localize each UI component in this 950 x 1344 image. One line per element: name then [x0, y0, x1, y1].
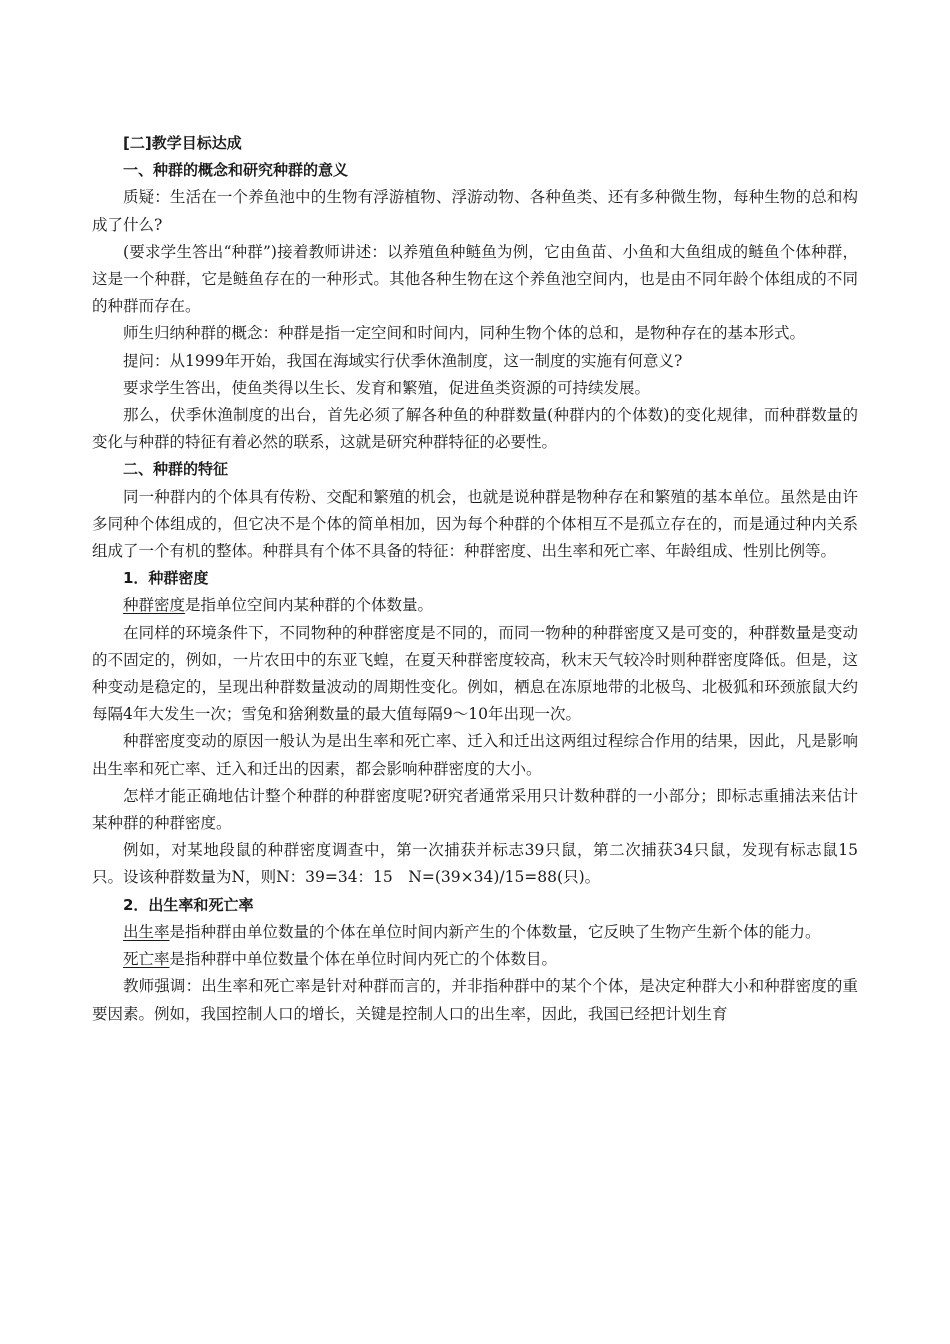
paragraph: 怎样才能正确地估计整个种群的种群密度呢?研究者通常采用只计数种群的一小部分；即标志重捕法来估计某种群的种群密度。: [92, 786, 858, 833]
paragraph: 师生归纳种群的概念：种群是指一定空间和时间内，同种生物个体的总和，是物种存在的基本形式。: [123, 324, 806, 343]
paragraph-definition: [92, 946, 858, 973]
term-death-rate: 死亡率: [123, 950, 170, 969]
paragraph: 教师强调：出生率和死亡率是针对种群而言的，并非指种群中的某个个体，是决定种群大小和种群密度的重要因素。例如，我国控制人口的增长，关键是控制人口的出生率，因此，我国已经把计划生育: [92, 977, 858, 1023]
heading-population-features: 二、种群的特征: [123, 460, 229, 479]
paragraph: 种群密度变动的原因一般认为是出生率和死亡率、迁入和迁出这两组过程综合作用的结果，因此，凡是影响出生率和死亡率、迁入和迁出的因素，都会影响种群密度的大小。: [92, 732, 858, 778]
definition-text: 是指单位空间内某种群的个体数量。: [185, 596, 434, 615]
definition-text: 是指种群由单位数量的个体在单位时间内新产生的个体数量，它反映了生物产生新个体的能力。: [169, 922, 821, 941]
paragraph: 要求学生答出，使鱼类得以生长、发育和繁殖，促进鱼类资源的可持续发展。: [123, 378, 651, 397]
paragraph-definition: [92, 919, 858, 946]
definition-text: 是指种群中单位数量个体在单位时间内死亡的个体数目。: [169, 950, 558, 969]
paragraph: 那么，伏季休渔制度的出台，首先必须了解各种鱼的种群数量(种群内的个体数)的变化规律，而种群数量的变化与种群的特征有着必然的联系，这就是研究种群特征的必要性。: [92, 406, 858, 452]
term-population-density: 种群密度: [123, 596, 186, 615]
term-birth-rate: 出生率: [123, 922, 170, 941]
paragraph: 例如，对某地段鼠的种群密度调查中，第一次捕获并标志39只鼠，第二次捕获34只鼠，发现有标志鼠15只。设该种群数量为N，则N：39=34：15 N=(39×34)/15=88(只)。: [92, 841, 858, 887]
heading-birth-death-rate: 2．出生率和死亡率: [123, 895, 254, 914]
paragraph: 同一种群内的个体具有传粉、交配和繁殖的机会，也就是说种群是物种存在和繁殖的基本单位。虽然是由许多同种个体组成的，但它决不是个体的简单相加，因为每个种群的个体相互不是孤立存在的，而是通过种内关系组成了一个有机的整体。种群具有个体不具备的特征：种群密度、出生率和死亡率、年龄组成、性别比例等。: [92, 487, 858, 561]
paragraph: 提问：从1999年开始，我国在海域实行伏季休渔制度，这一制度的实施有何意义?: [123, 351, 683, 370]
paragraph-definition: [92, 592, 858, 619]
paragraph: (要求学生答出“种群”)接着教师讲述：以养殖鱼种鲢鱼为例，它由鱼苗、小鱼和大鱼组成的鲢鱼个体种群，这是一个种群，它是鲢鱼存在的一种形式。其他各种生物在这个养鱼池空间内，也是由不同年龄个体组成的不同的种群而存在。: [92, 242, 858, 316]
paragraph: 质疑：生活在一个养鱼池中的生物有浮游植物、浮游动物、各种鱼类、还有多种微生物，每种生物的总和构成了什么?: [92, 188, 858, 234]
section-heading-teaching-goals: [二]教学目标达成: [123, 134, 242, 152]
heading-population-density: 1．种群密度: [123, 569, 209, 588]
document-body: [92, 130, 858, 1028]
heading-population-concept: 一、种群的概念和研究种群的意义: [123, 161, 349, 180]
paragraph: 在同样的环境条件下，不同物种的种群密度是不同的，而同一物种的种群密度又是可变的，种群数量是变动的不固定的，例如，一片农田中的东亚飞蝗，在夏天种群密度较高，秋末天气较冷时则种群密度降低。但是，这种变动是稳定的，呈现出种群数量波动的周期性变化。例如，栖息在冻原地带的北极鸟、北极狐和环颈旅鼠大约每隔4年大发生一次；雪兔和猞猁数量的最大值每隔9～10年出现一次。: [92, 623, 858, 724]
